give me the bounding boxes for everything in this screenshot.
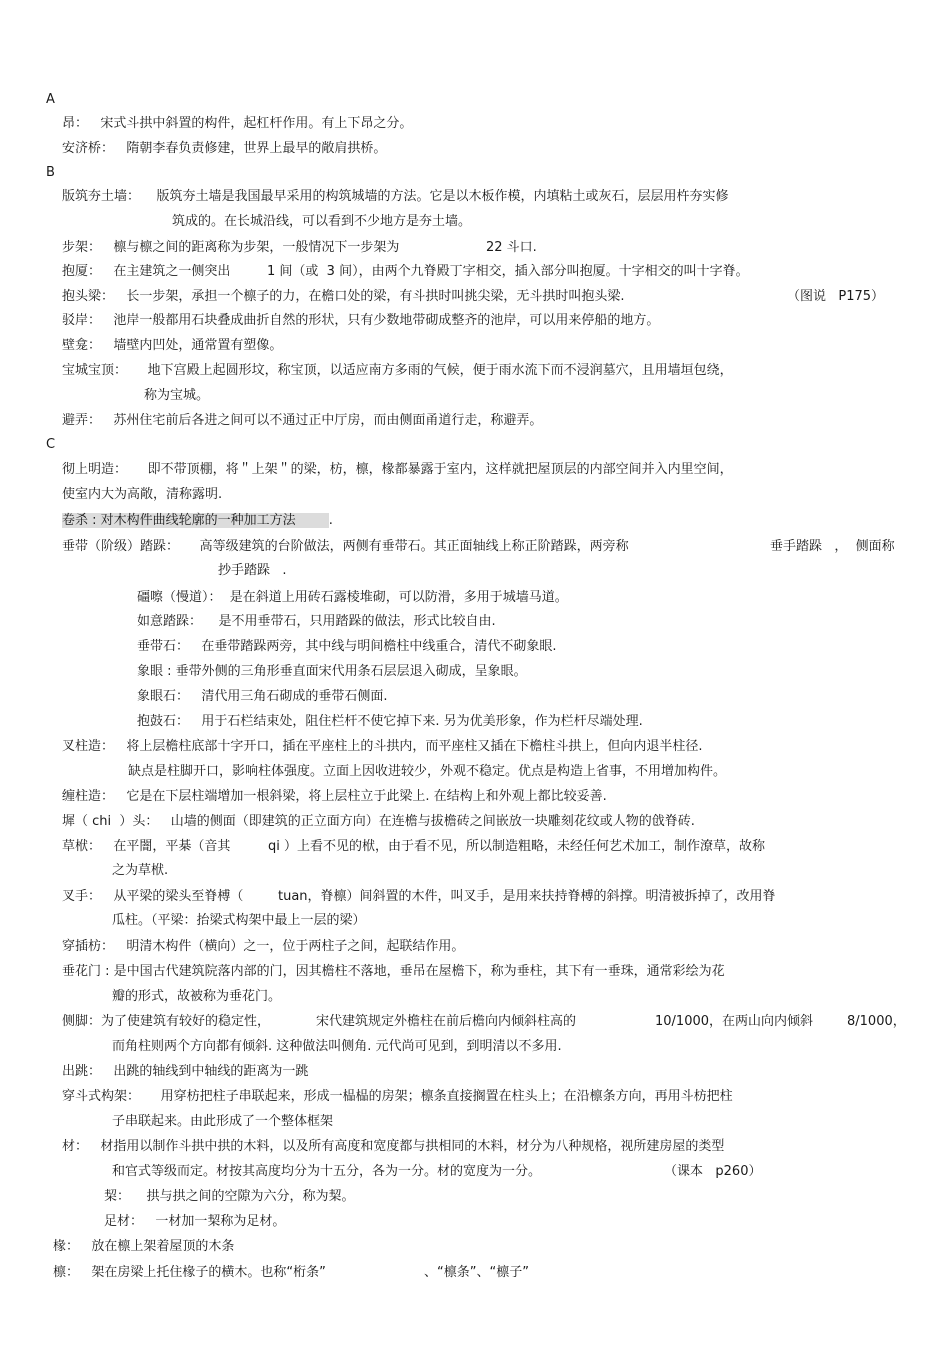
text-line [62, 939, 464, 955]
text-segment: 草栿： 在平闇，平棊（音其 [62, 839, 231, 854]
text-line [62, 814, 695, 830]
text-segment: 1 间（或 3 间），由两个九脊殿丁字相交，插入部分叫抱厦。十字相交的叫十字脊。 [267, 264, 749, 279]
text-segment: 、“檩条”、“檩子” [424, 1265, 529, 1280]
text-line [62, 839, 765, 855]
text-line [46, 437, 55, 453]
text-line [62, 141, 386, 157]
text-segment: 驳岸： 池岸一般都用石块叠成曲折自然的形状，只有少数地带砌成整齐的池岸，可以用来停船的地方。 [62, 313, 660, 328]
text-segment: 称为宝城。 [144, 388, 210, 403]
text-segment: （图说 P175） [787, 289, 885, 304]
text-segment: qi ）上看不见的栿，由于看不见，所以制造粗略，未经任何艺术加工，制作潦草，故称 [268, 839, 765, 854]
text-segment: 步架： 檩与檩之间的距离称为步架，一般情况下一步架为 [62, 240, 400, 255]
text-segment: 垂花门 : 是中国古代建筑院落内部的门，因其檐柱不落地，垂吊在屋檐下，称为垂柱，其下有一垂珠，通常彩绘为花 [62, 964, 725, 979]
text-segment: 檩： 架在房梁上托住椽子的横木。也称“桁条” [53, 1265, 326, 1280]
text-segment: 材： 材指用以制作斗拱中拱的木料，以及所有高度和宽度都与拱相同的木料，材分为八种规格，视所建房屋的类型 [62, 1139, 725, 1154]
text-segment: 足材： 一材加一栔称为足材。 [104, 1214, 286, 1229]
text-segment: 瓣的形式，故被称为垂花门。 [112, 989, 282, 1004]
text-segment: 10/1000，在两山向内倾斜 [655, 1014, 814, 1029]
text-segment: 叉手： 从平梁的梁头至脊榑（ [62, 889, 244, 904]
text-segment: 昂： 宋式斗拱中斜置的构件，起杠杆作用。有上下昂之分。 [62, 116, 413, 131]
text-line [62, 264, 749, 280]
text-segment: 出跳： 出跳的轴线到中轴线的距离为一跳 [62, 1064, 309, 1079]
text-line [172, 214, 471, 230]
text-segment: 8/1000， [847, 1014, 906, 1029]
text-line [218, 563, 287, 579]
text-segment: 子串联起来。由此形成了一个整体框架 [112, 1114, 334, 1129]
text-line [104, 1189, 355, 1205]
text-line [62, 289, 885, 305]
text-line [62, 889, 776, 905]
text-segment: 抱厦： 在主建筑之一侧突出 [62, 264, 231, 279]
text-segment: 壁龛： 墙壁内凹处，通常置有塑像。 [62, 338, 283, 353]
text-segment: 栔： 拱与拱之间的空隙为六分，称为栔。 [104, 1189, 355, 1204]
text-line [137, 689, 388, 705]
text-line [62, 513, 333, 529]
text-line [62, 1089, 733, 1105]
text-segment: 抄手踏跺 . [218, 563, 287, 578]
text-line [62, 313, 659, 329]
text-segment: 如意踏跺： 是不用垂带石，只用踏跺的做法，形式比较自由. [137, 614, 496, 629]
text-line [104, 1214, 285, 1230]
text-segment: 墀（ chi ）头： 山墙的侧面（即建筑的正立面方向）在连檐与拔檐砖之间嵌放一块雕刻花纹或人物的戗脊砖. [62, 814, 695, 829]
text-segment: 穿插枋： 明清木构件（横向）之一，位于两柱子之间，起联结作用。 [62, 939, 465, 954]
text-line [62, 462, 733, 478]
text-segment: 22 斗口. [486, 240, 537, 255]
text-segment: 和官式等级而定。材按其高度均分为十五分，各为一分。材的宽度为一分。 [112, 1164, 542, 1179]
text-segment: 象眼 : 垂带外侧的三角形垂直面宋代用条石层层退入砌成，呈象眼。 [137, 664, 527, 679]
text-line [137, 639, 557, 655]
text-line [137, 614, 496, 630]
text-segment: 版筑夯土墙： 版筑夯土墙是我国最早采用的构筑城墙的方法。它是以木板作模，内填粘土或灰石，层层用杵夯实修 [62, 189, 729, 204]
highlighted-text: 卷杀 : 对木构件曲线轮廓的一种加工方法 [62, 513, 329, 528]
text-segment: 安济桥： 隋朝李春负责修建，世界上最早的敞肩拱桥。 [62, 141, 387, 156]
text-segment: 缠柱造： 它是在下层柱端增加一根斜梁，将上层柱立于此梁上. 在结构上和外观上都比较妥善. [62, 789, 607, 804]
text-line [137, 714, 643, 730]
text-segment: 礓嚓（慢道）： 是在斜道上用砖石露棱堆砌，可以防滑，多用于城墙马道。 [137, 590, 568, 605]
text-segment: 彻上明造： 即不带顶棚，将＂上架＂的梁，枋，檩，椽都暴露于室内，这样就把屋顶层的内部空间并入内里空间， [62, 462, 733, 477]
text-line [112, 1114, 333, 1130]
text-segment: 象眼石： 清代用三角石砌成的垂带石侧面. [137, 689, 388, 704]
text-segment: 抱鼓石： 用于石栏结束处，阻住栏杆不使它掉下来. 另为优美形象，作为栏杆尽端处理. [137, 714, 643, 729]
text-line [62, 240, 537, 256]
text-line [137, 664, 527, 680]
text-line [62, 789, 607, 805]
text-segment: 缺点是柱脚开口，影响柱体强度。立面上因收进较少，外观不稳定。优点是构造上省事，不用增加构件。 [128, 764, 727, 779]
text-segment: tuan，脊檩）间斜置的木件，叫叉手，是用来扶持脊榑的斜撑。明清被拆掉了，改用脊 [278, 889, 776, 904]
text-line [62, 487, 222, 503]
text-line [112, 913, 366, 929]
text-line [62, 338, 282, 354]
text-line [112, 863, 168, 879]
text-line [137, 590, 568, 606]
text-segment: 宝城宝顶： 地下宫殿上起圆形坟，称宝顶，以适应南方多雨的气候，便于雨水流下而不浸润墓穴，且用墙垣包绕， [62, 363, 733, 378]
text-segment: 筑成的。在长城沿线，可以看到不少地方是夯土墙。 [172, 214, 472, 229]
text-line [46, 165, 55, 181]
text-segment: C [46, 437, 56, 452]
text-segment: 椽： 放在檩上架着屋顶的木条 [53, 1239, 235, 1254]
text-line [112, 1164, 762, 1180]
text-line [62, 964, 725, 980]
text-segment: 穿斗式构架： 用穿枋把柱子串联起来，形成一榀榀的房架；檩条直接搁置在柱头上；在沿檩条方向，再用斗枋把柱 [62, 1089, 733, 1104]
text-line [62, 1139, 724, 1155]
text-segment: 垂带石： 在垂带踏跺两旁，其中线与明间檐柱中线重合，清代不砌象眼. [137, 639, 557, 654]
text-segment: 垂手踏跺 ， 侧面称 [770, 539, 895, 554]
text-segment: 抱头梁： 长一步架，承担一个檩子的力，在檐口处的梁，有斗拱时叫挑尖梁，无斗拱时叫抱头梁. [62, 289, 625, 304]
text-segment: 而角柱则两个方向都有倾斜. 这种做法叫侧角. 元代尚可见到，到明清以不多用. [112, 1039, 562, 1054]
text-segment: 之为草栿. [112, 863, 169, 878]
text-segment: 宋代建筑规定外檐柱在前后檐向内倾斜柱高的 [316, 1014, 577, 1029]
text-segment: B [46, 165, 55, 180]
text-line [62, 739, 703, 755]
text-segment: （课本 p260） [664, 1164, 762, 1179]
text-segment: 避弄： 苏州住宅前后各进之间可以不通过正中厅房，而由侧面甬道行走，称避弄。 [62, 413, 543, 428]
text-line [62, 1064, 308, 1080]
text-segment: 瓜柱。（平梁：抬梁式构架中最上一层的梁） [112, 913, 366, 928]
text-line [46, 92, 55, 108]
text-line [62, 116, 412, 132]
text-line [62, 363, 733, 379]
text-line [128, 764, 726, 780]
text-line [144, 388, 209, 404]
text-line [62, 413, 542, 429]
text-line [53, 1265, 529, 1281]
text-line [62, 1014, 906, 1030]
text-segment: A [46, 92, 55, 107]
text-segment: 垂带（阶级）踏跺： 高等级建筑的台阶做法，两侧有垂带石。其正面轴线上称正阶踏跺，两旁称 [62, 539, 629, 554]
text-line [62, 189, 729, 205]
text-segment: 使室内大为高敞，清称露明. [62, 487, 223, 502]
text-segment: 叉柱造： 将上层檐柱底部十字开口，插在平座柱上的斗拱内，而平座柱又插在下檐柱斗拱上，但向内退半柱径. [62, 739, 703, 754]
text-line [53, 1239, 234, 1255]
text-line [112, 1039, 562, 1055]
text-segment: 侧脚：为了使建筑有较好的稳定性， [62, 1014, 271, 1029]
text-line [112, 989, 281, 1005]
text-segment: . [328, 513, 333, 528]
text-line [62, 539, 895, 555]
